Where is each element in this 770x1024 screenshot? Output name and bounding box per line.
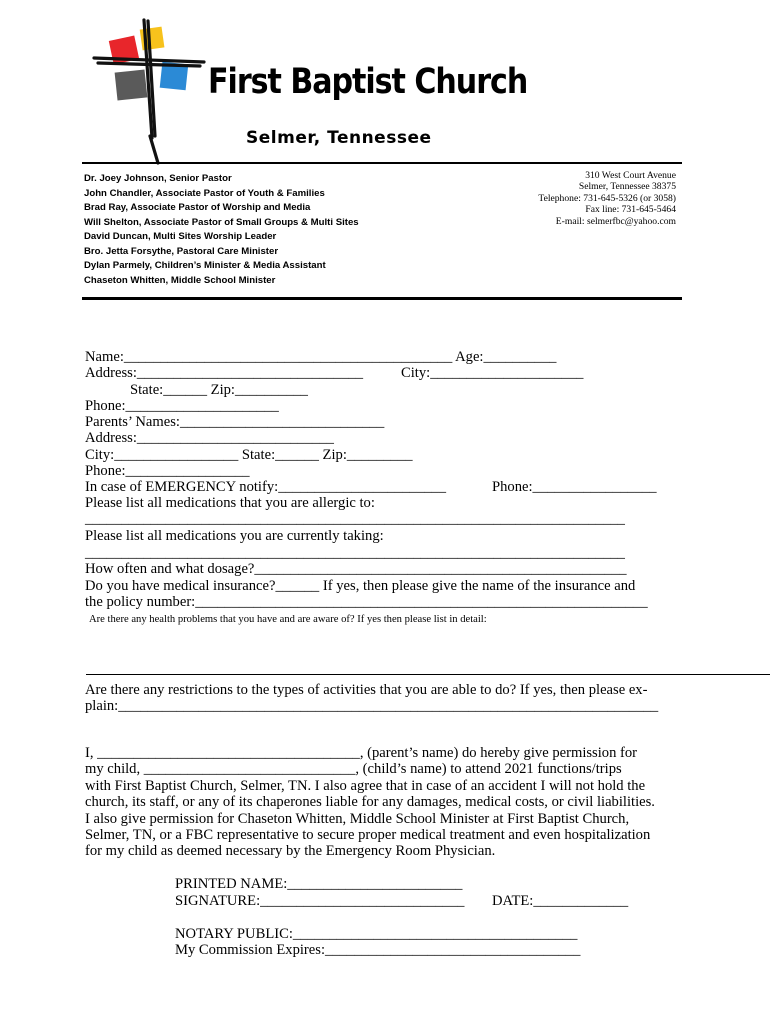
staff-list — [84, 172, 359, 288]
staff-item: Dylan Parmely, Children’s Minister & Media Assistant — [84, 260, 326, 271]
staff-item: David Duncan, Multi Sites Worship Leader — [84, 231, 277, 242]
notary-public-field[interactable]: NOTARY PUBLIC:_______________________________________ — [175, 926, 578, 942]
allergy-field[interactable]: __________________________________________________________________________ — [85, 511, 625, 527]
contact-telephone: Telephone: 731-645-5326 (or 3058) — [538, 192, 676, 204]
contact-city: Selmer, Tennessee 38375 — [578, 181, 676, 193]
permission-line: church, its staff, or any of its chaperones liable for any damages, medical costs, or civil liabilities. — [85, 794, 655, 810]
allergy-label: Please list all medications that you are allergic to: — [85, 495, 375, 511]
church-name: First Baptist Church — [208, 62, 528, 102]
permission-line: Selmer, TN, or a FBC representative to secure proper medical treatment and even hospitalization — [85, 827, 651, 843]
staff-item: Bro. Jetta Forsythe, Pastoral Care Minister — [84, 245, 279, 257]
parents-names-field[interactable]: Parents’ Names:____________________________ — [85, 414, 385, 430]
name-age-field[interactable]: Name:_____________________________________________ Age:__________ — [85, 349, 557, 365]
phone-field[interactable]: Phone:_____________________ — [85, 398, 279, 414]
date-field[interactable]: DATE:_____________ — [492, 893, 629, 909]
contact-address: 310 West Court Avenue — [585, 170, 676, 181]
dosage-field[interactable]: How often and what dosage?___________________________________________________ — [85, 561, 627, 577]
restrictions-label: Are there any restrictions to the types of activities that you are able to do? If yes, then please ex- — [85, 682, 648, 698]
signature-field[interactable]: SIGNATURE:____________________________ — [175, 893, 465, 909]
parent-address-field[interactable]: Address:___________________________ — [85, 430, 334, 446]
staff-item: Dr. Joey Johnson, Senior Pastor — [84, 173, 232, 184]
restrictions-field[interactable]: plain:__________________________________________________________________________ — [85, 698, 659, 714]
contact-fax: Fax line: 731-645-5464 — [585, 204, 676, 216]
current-meds-label: Please list all medications you are currently taking: — [85, 528, 384, 544]
contact-email: E-mail: selmerfbc@yahoo.com — [555, 215, 676, 227]
insurance-field[interactable]: Do you have medical insurance?______ If yes, then please give the name of the insurance and — [85, 578, 636, 594]
commission-expires-field[interactable]: My Commission Expires:___________________________________ — [175, 942, 581, 958]
permission-line: with First Baptist Church, Selmer, TN. I also agree that in case of an accident I will not hold the — [85, 778, 646, 794]
permission-line: for my child as deemed necessary by the Emergency Room Physician. — [85, 843, 496, 859]
header-bottom-rule — [82, 297, 682, 300]
health-problems-answer-line[interactable] — [86, 674, 770, 675]
state-zip-field[interactable]: State:______ Zip:__________ — [130, 382, 308, 398]
emergency-contact-field[interactable]: In case of EMERGENCY notify:_______________________ — [85, 479, 447, 495]
health-problems-label: Are there any health problems that you have and are aware of? If yes then please list in detail: — [89, 614, 487, 625]
parent-phone-field[interactable]: Phone:_________________ — [85, 463, 250, 479]
staff-item: Brad Ray, Associate Pastor of Worship and Media — [84, 202, 311, 213]
church-location: Selmer, Tennessee — [246, 128, 432, 148]
header-top-rule — [82, 162, 682, 164]
contact-info — [538, 170, 676, 227]
emergency-phone-field[interactable]: Phone:_________________ — [492, 479, 657, 495]
logo-gray-square — [115, 70, 148, 101]
address-field[interactable]: Address:_______________________________ — [85, 365, 364, 381]
permission-line[interactable]: my child, _____________________________, (child’s name) to attend 2021 functions/trips — [85, 761, 622, 777]
permission-line: I also give permission for Chaseton Whitten, Middle School Minister at First Baptist Church, — [85, 811, 630, 827]
staff-item: John Chandler, Associate Pastor of Youth & Families — [84, 187, 325, 199]
policy-number-field[interactable]: the policy number:______________________________________________________________ — [85, 594, 648, 610]
parent-city-state-zip-field[interactable]: City:_________________ State:______ Zip:_________ — [85, 447, 413, 463]
staff-item: Will Shelton, Associate Pastor of Small Groups & Multi Sites — [84, 216, 359, 228]
current-meds-field[interactable]: __________________________________________________________________________ — [85, 545, 625, 561]
permission-line[interactable]: I, ____________________________________, (parent’s name) do hereby give permission for — [85, 745, 638, 761]
printed-name-field[interactable]: PRINTED NAME:________________________ — [175, 876, 463, 892]
staff-item: Chaseton Whitten, Middle School Minister — [84, 274, 276, 286]
city-field[interactable]: City:_____________________ — [401, 365, 584, 381]
